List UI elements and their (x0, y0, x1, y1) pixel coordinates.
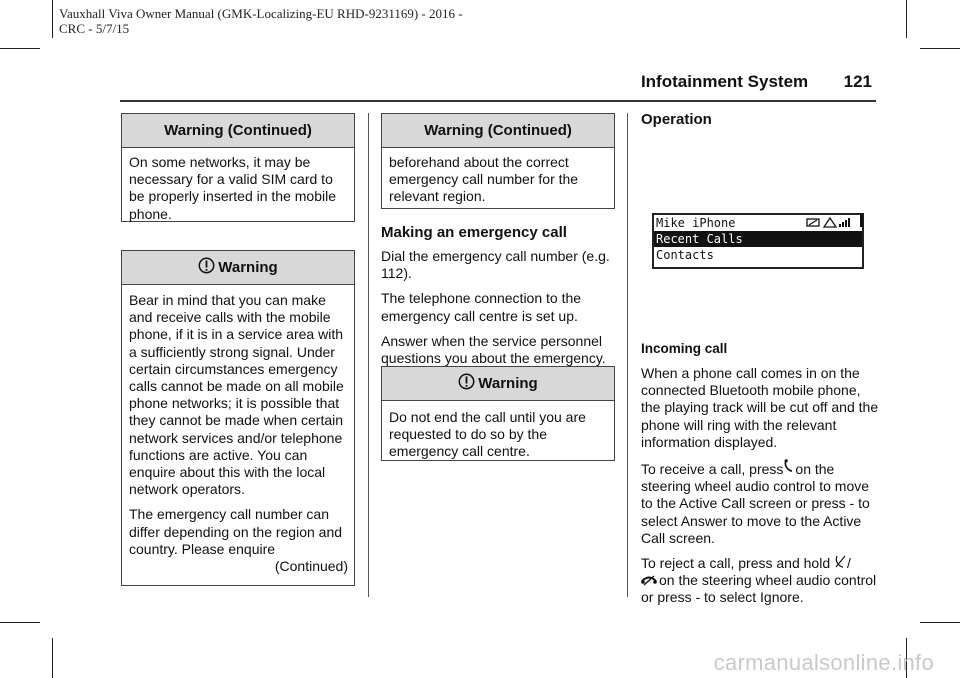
warning-box-header (382, 367, 614, 401)
paragraph: The telephone connection to the emergency call centre is set up. (381, 290, 582, 324)
paragraph-reject: To reject a call, press and hold / on the steering wheel audio control or press - to select Ignore. (641, 555, 877, 606)
warning-continued-box (381, 113, 615, 209)
column-divider (627, 113, 628, 597)
warning-box-text: Do not end the call until you are requested to do so by the emergency call centre. (389, 409, 586, 460)
subheading: Incoming call (641, 341, 728, 356)
warning-box-title: Warning (Continued) (382, 114, 614, 148)
screen-title: Mike iPhone (656, 216, 736, 230)
phone-hangup-icon (641, 574, 657, 586)
crop-mark (906, 0, 907, 38)
phone-display-screen (652, 213, 864, 269)
status-icons (806, 216, 856, 230)
column-divider (368, 113, 369, 597)
crop-mark (0, 48, 40, 49)
warning-icon (458, 373, 475, 390)
warning-box-title: Warning (Continued) (122, 114, 354, 148)
paragraph: Answer when the service personnel questions you about the emergency. (381, 332, 606, 367)
warning-paragraph: Bear in mind that you can make and receive calls with the mobile phone, if it is in a service area with a sufficiently strong signal. Under certain circumstances emergency calls cannot be made on all mobile phone networks; it is possible that they cannot be made when certain network services and/or telephone functions are active. You can enquire about this with the local network operators. (129, 292, 344, 498)
warning-box (381, 366, 615, 461)
warning-box-title: Warning (478, 375, 538, 392)
meta-line-2: CRC - 5/7/15 (59, 21, 130, 36)
warning-box-title: Warning (218, 259, 278, 276)
section-heading: Making an emergency call (381, 224, 567, 241)
warning-continued-box (121, 113, 355, 222)
paragraph-receive: To receive a call, press on the steering wheel audio control to move to the Active Call screen or press - to select Answer to move to the Active Call screen. (641, 461, 870, 546)
section-title: Infotainment System (640, 72, 809, 91)
screen-row-recent-calls: Recent Calls (654, 231, 862, 247)
crop-mark (920, 622, 960, 623)
screen-row-contacts: Contacts (656, 248, 714, 262)
section-heading: Operation (641, 111, 712, 128)
phone-answer-icon (784, 459, 794, 472)
crop-mark (0, 622, 40, 623)
page-number: 121 (843, 72, 872, 91)
scrollbar (860, 213, 863, 227)
mute-call-icon (835, 555, 846, 568)
crop-mark (52, 638, 53, 678)
warning-box-text: beforehand about the correct emergency call number for the relevant region. (389, 154, 579, 205)
header-rule (120, 100, 876, 102)
screen-title-row (654, 215, 862, 231)
warning-paragraph: The emergency call number can differ depending on the region and country. Please enquire (129, 506, 343, 557)
meta-line-1: Vauxhall Viva Owner Manual (GMK-Localizing-EU RHD-9231169) - 2016 - (59, 6, 463, 21)
crop-mark (920, 48, 960, 49)
crop-mark (52, 0, 53, 38)
warning-icon (198, 257, 215, 274)
continued-label: (Continued) (274, 558, 348, 575)
watermark: carmanualsonline.info (713, 650, 934, 675)
warning-box (121, 250, 355, 586)
paragraph: When a phone call comes in on the connected Bluetooth mobile phone, the playing track will be cut off and the phone will ring with the relevant information displayed. (641, 365, 879, 450)
page-header (641, 72, 872, 92)
warning-box-text: On some networks, it may be necessary for a valid SIM card to be properly inserted in the mobile phone. (129, 154, 337, 222)
document-meta (59, 6, 463, 36)
paragraph: Dial the emergency call number (e.g. 112). (381, 248, 610, 282)
body-text (641, 365, 879, 615)
warning-box-content (122, 285, 354, 581)
warning-box-header (122, 251, 354, 285)
body-text (381, 248, 617, 375)
